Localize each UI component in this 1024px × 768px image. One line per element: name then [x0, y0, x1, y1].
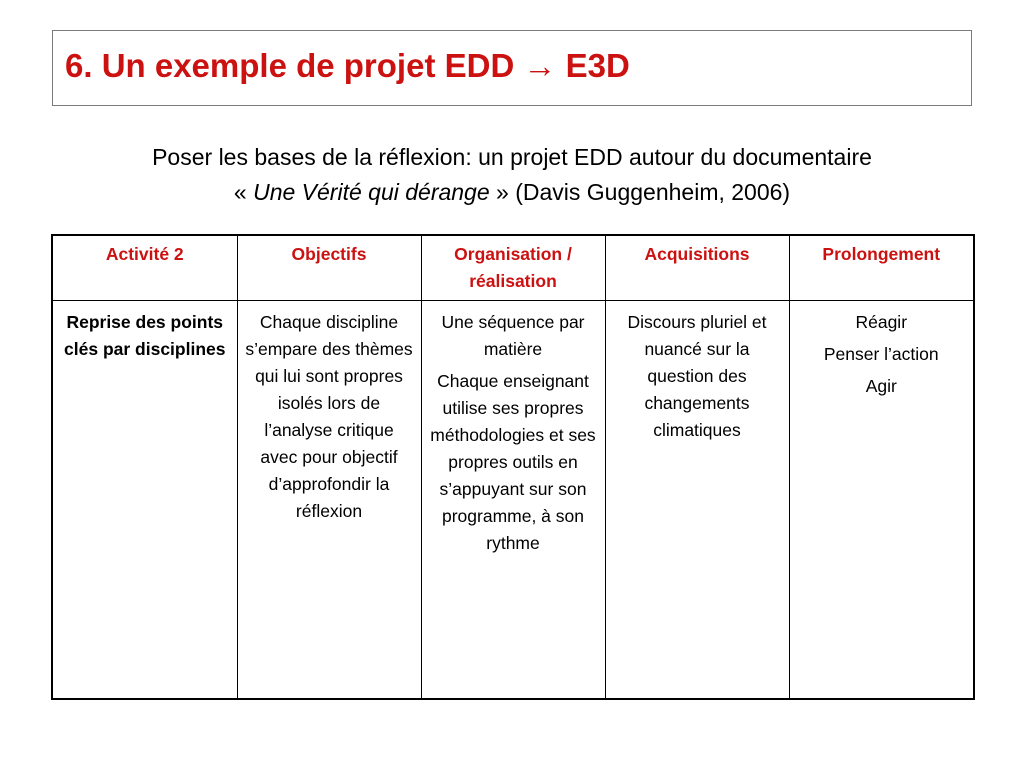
header-organisation: Organisation / réalisation [421, 235, 605, 301]
organisation-paragraph: Une séquence par matière [441, 312, 585, 359]
subtitle-line1: Poser les bases de la réflexion: un projet EDD autour du documentaire [152, 144, 872, 170]
header-activite: Activité 2 [52, 235, 237, 301]
header-objectifs: Objectifs [237, 235, 421, 301]
cell-prolongement [789, 301, 974, 700]
cell-activity: Reprise des points clés par disciplines [52, 301, 237, 700]
table-header-row [52, 235, 974, 301]
subtitle-open-quote: « [233, 179, 254, 205]
title-box [52, 30, 972, 106]
table-row [52, 301, 974, 700]
slide-subtitle [52, 140, 972, 210]
prolongement-item: Penser l’action [823, 344, 939, 364]
cell-organisation [421, 301, 605, 700]
organisation-paragraph: Chaque enseignant utilise ses propres méthodologies et ses propres outils en s’appuyant sur son programme, à son rythme [430, 371, 596, 553]
documentary-title: Une Vérité qui dérange [253, 179, 490, 205]
header-prolongement: Prolongement [789, 235, 974, 301]
activity-table [51, 234, 975, 700]
prolongement-item: Réagir [855, 312, 908, 332]
subtitle-close: » (Davis Guggenheim, 2006) [489, 179, 791, 205]
prolongement-item: Agir [865, 376, 897, 396]
cell-acquisitions: Discours pluriel et nuancé sur la question des changements climatiques [605, 301, 789, 700]
slide-title: 6. Un exemple de projet EDD → E3D [65, 47, 630, 84]
header-acquisitions: Acquisitions [605, 235, 789, 301]
cell-objectifs: Chaque discipline s’empare des thèmes qui lui sont propres isolés lors de l’analyse critique avec pour objectif d’approfondir la réflexion [237, 301, 421, 700]
